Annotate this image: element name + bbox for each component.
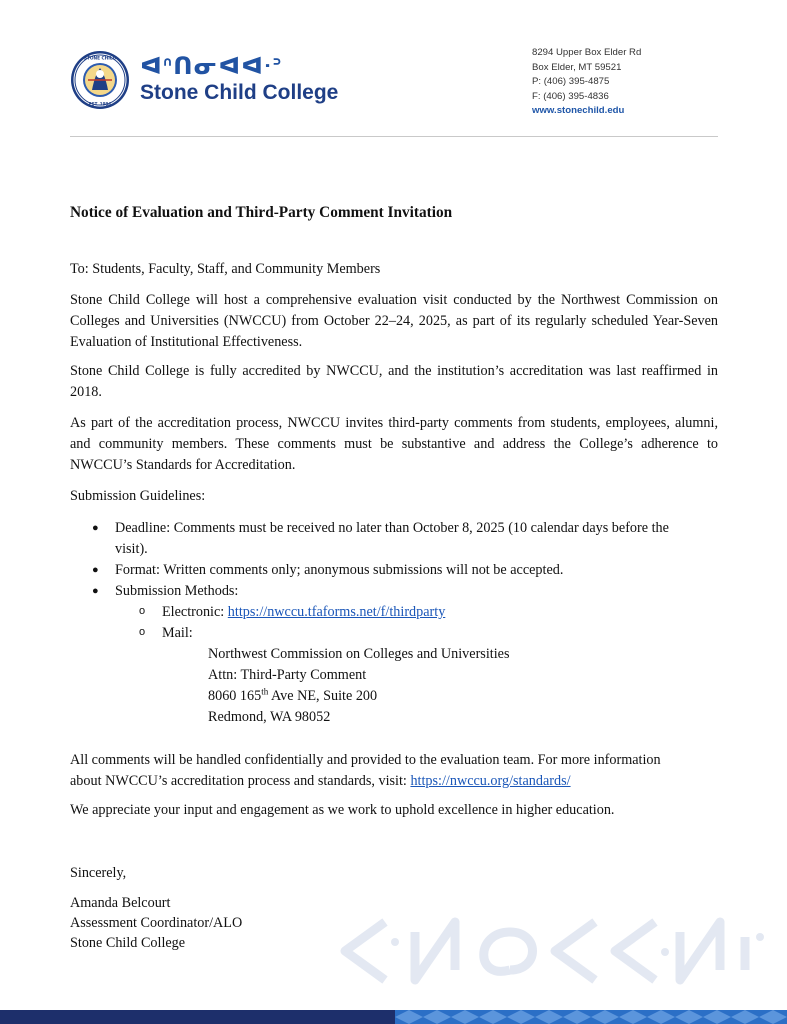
electronic-submission-link[interactable]: https://nwccu.tfaforms.net/f/thirdparty	[227, 604, 446, 620]
address-line-org: Northwest Commission on Colleges and Universities	[208, 646, 510, 662]
standards-link[interactable]: https://nwccu.org/standards/	[410, 773, 571, 789]
guidelines-heading: Submission Guidelines:	[70, 488, 206, 504]
recipient-line: To: Students, Faculty, Staff, and Community Members	[70, 261, 381, 277]
contact-phone: P: (406) 395-4875	[532, 76, 610, 87]
paragraph-evaluation-visit: Stone Child College will host a comprehensive evaluation visit conducted by the Northwest Commission on Colleges and Universities (NWCCU) from October 22–24, 2025, as part of its regularly scheduled Year-Seven Evaluation of Institutional Effectiveness.	[70, 292, 718, 350]
sub-bullet-electronic	[162, 602, 445, 623]
college-brand	[140, 52, 338, 104]
college-name-syllabics: ᐊᐢᑎᓂᐊᐊᐧᐣ	[140, 52, 283, 80]
address-line-street	[208, 686, 377, 707]
paragraph-third-party-comments: As part of the accreditation process, NWCCU invites third-party comments from students, employees, alumni, and community members. These comments must be substantive and address the College’s adherence to NWCCU’s Standards for Accreditation.	[70, 415, 718, 473]
header-divider	[70, 136, 718, 137]
closing-paragraph-text: about NWCCU’s accreditation process and standards, visit:	[70, 773, 411, 789]
signer-name: Amanda Belcourt	[70, 895, 171, 911]
address-line-attn: Attn: Third-Party Comment	[208, 667, 367, 683]
contact-street: 8294 Upper Box Elder Rd	[532, 47, 642, 58]
address-street-number: 8060 165	[208, 688, 262, 704]
letter-title: Notice of Evaluation and Third-Party Comment Invitation	[70, 204, 453, 221]
svg-text:EST. 1984: EST. 1984	[88, 101, 112, 107]
address-line-city: Redmond, WA 98052	[208, 709, 331, 725]
paragraph-accreditation-status: Stone Child College is fully accredited by NWCCU, and the institution’s accreditation was last reaffirmed in 2018.	[70, 363, 718, 400]
syllabics-watermark	[335, 912, 775, 990]
address-street-suffix: th	[261, 686, 269, 697]
bullet-icon: ●	[92, 564, 99, 576]
bullet-format: Format: Written comments only; anonymous submissions will not be accepted.	[115, 562, 564, 578]
sign-off: Sincerely,	[70, 865, 127, 881]
contact-fax: F: (406) 395-4836	[532, 90, 609, 102]
bullet-deadline-line2: visit).	[115, 541, 148, 557]
bullet-submission-methods: Submission Methods:	[115, 583, 239, 599]
closing-paragraph-line2	[70, 771, 571, 792]
footer-diamond-pattern	[395, 1010, 787, 1024]
college-seal-logo	[70, 50, 130, 110]
bullet-icon: ●	[92, 522, 99, 534]
bullet-icon: ●	[92, 585, 99, 597]
contact-block	[532, 46, 641, 119]
college-name: Stone Child College	[140, 81, 339, 104]
sub-bullet-circle-icon: o	[139, 626, 146, 638]
signer-organization: Stone Child College	[70, 935, 186, 951]
closing-paragraph-line1: All comments will be handled confidentially and provided to the evaluation team. For more information	[70, 752, 661, 768]
svg-text:STONE CHILD: STONE CHILD	[83, 56, 117, 62]
contact-city: Box Elder, MT 59521	[532, 61, 622, 73]
sub-bullet-mail: Mail:	[162, 625, 193, 641]
signer-title: Assessment Coordinator/ALO	[70, 915, 243, 931]
appreciation-line: We appreciate your input and engagement as we work to uphold excellence in higher education.	[70, 802, 615, 818]
bullet-deadline-line1: Deadline: Comments must be received no later than October 8, 2025 (10 calendar days before the	[115, 520, 669, 536]
address-street-rest: Ave NE, Suite 200	[268, 688, 378, 704]
electronic-label: Electronic:	[162, 604, 228, 620]
sub-bullet-circle-icon: o	[139, 605, 146, 617]
contact-website-link[interactable]: www.stonechild.edu	[532, 105, 625, 116]
